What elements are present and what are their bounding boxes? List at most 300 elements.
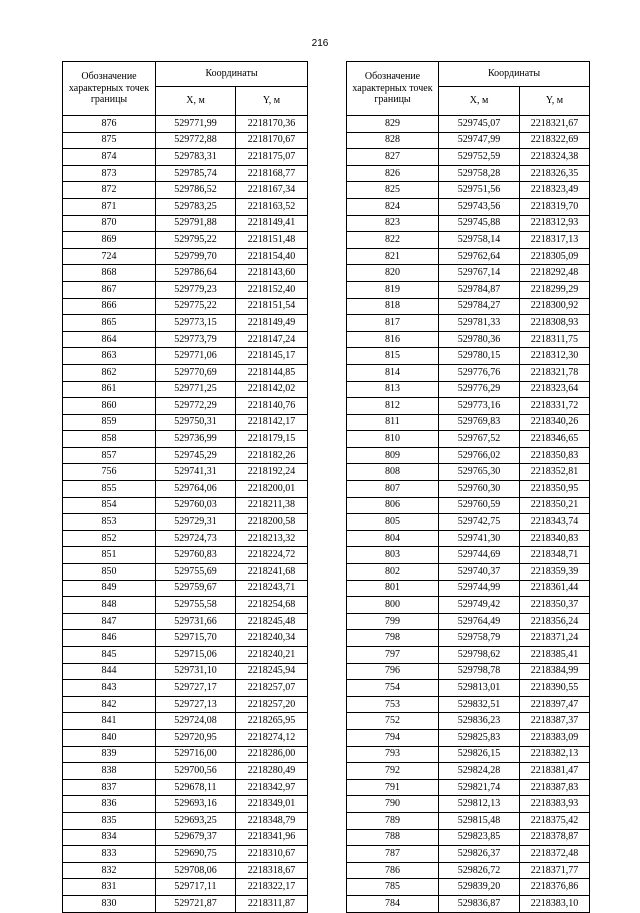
x-coordinate-cell: 529758,79 [439, 630, 520, 647]
y-coordinate-cell: 2218321,78 [520, 364, 590, 381]
x-coordinate-cell: 529759,67 [156, 580, 236, 597]
x-coordinate-cell: 529826,15 [439, 746, 520, 763]
table-row [347, 298, 590, 315]
point-id-cell: 785 [347, 879, 439, 896]
table-row [63, 165, 308, 182]
y-coordinate-cell: 2218213,32 [236, 530, 308, 547]
x-coordinate-cell: 529764,06 [156, 481, 236, 498]
x-coordinate-cell: 529760,83 [156, 547, 236, 564]
y-coordinate-cell: 2218323,49 [520, 182, 590, 199]
table-row [347, 348, 590, 365]
table-row [63, 132, 308, 149]
x-coordinate-cell: 529772,88 [156, 132, 236, 149]
x-coordinate-cell: 529755,69 [156, 564, 236, 581]
x-coordinate-cell: 529771,99 [156, 116, 236, 133]
y-coordinate-cell: 2218243,71 [236, 580, 308, 597]
y-coordinate-cell: 2218240,34 [236, 630, 308, 647]
y-coordinate-cell: 2218375,42 [520, 812, 590, 829]
table-row [63, 647, 308, 664]
point-id-cell: 753 [347, 696, 439, 713]
y-coordinate-cell: 2218300,92 [520, 298, 590, 315]
x-coordinate-cell: 529747,99 [439, 132, 520, 149]
point-id-cell: 859 [63, 414, 156, 431]
table-row [347, 232, 590, 249]
x-coordinate-cell: 529839,20 [439, 879, 520, 896]
y-coordinate-cell: 2218286,00 [236, 746, 308, 763]
x-coordinate-cell: 529764,49 [439, 613, 520, 630]
table-row [63, 613, 308, 630]
point-id-cell: 752 [347, 713, 439, 730]
page-number: 216 [311, 38, 329, 49]
table-row [347, 564, 590, 581]
point-id-cell: 826 [347, 165, 439, 182]
point-id-cell: 851 [63, 547, 156, 564]
y-coordinate-cell: 2218348,71 [520, 547, 590, 564]
y-coordinate-cell: 2218147,24 [236, 331, 308, 348]
y-coordinate-cell: 2218167,34 [236, 182, 308, 199]
y-coordinate-cell: 2218245,48 [236, 613, 308, 630]
point-id-cell: 802 [347, 564, 439, 581]
point-id-cell: 833 [63, 846, 156, 863]
y-coordinate-cell: 2218311,87 [236, 895, 308, 912]
point-id-cell: 790 [347, 796, 439, 813]
point-id-cell: 791 [347, 779, 439, 796]
x-coordinate-cell: 529717,11 [156, 879, 236, 896]
point-id-cell: 869 [63, 232, 156, 249]
y-coordinate-cell: 2218308,93 [520, 315, 590, 332]
point-id-cell: 860 [63, 398, 156, 415]
y-coordinate-cell: 2218378,87 [520, 829, 590, 846]
point-id-cell: 823 [347, 215, 439, 232]
table-row [63, 879, 308, 896]
x-coordinate-cell: 529679,37 [156, 829, 236, 846]
point-id-cell: 811 [347, 414, 439, 431]
table-row [347, 696, 590, 713]
y-coordinate-cell: 2218343,74 [520, 514, 590, 531]
x-coordinate-cell: 529731,10 [156, 663, 236, 680]
x-coordinate-cell: 529798,62 [439, 647, 520, 664]
table-row [63, 580, 308, 597]
table-row [347, 132, 590, 149]
point-id-cell: 865 [63, 315, 156, 332]
point-designation-header: Обозначение характерных точек границы [63, 62, 156, 116]
point-id-cell: 817 [347, 315, 439, 332]
table-row [63, 331, 308, 348]
y-coordinate-cell: 2218385,41 [520, 647, 590, 664]
x-coordinate-cell: 529784,27 [439, 298, 520, 315]
x-coordinate-cell: 529760,03 [156, 497, 236, 514]
y-coordinate-cell: 2218323,64 [520, 381, 590, 398]
point-id-cell: 844 [63, 663, 156, 680]
x-coordinate-cell: 529720,95 [156, 729, 236, 746]
y-coordinate-cell: 2218390,55 [520, 680, 590, 697]
point-id-cell: 806 [347, 497, 439, 514]
table-row [63, 514, 308, 531]
point-id-cell: 845 [63, 647, 156, 664]
point-id-cell: 809 [347, 447, 439, 464]
point-id-cell: 842 [63, 696, 156, 713]
x-coordinate-cell: 529744,99 [439, 580, 520, 597]
coordinates-header: Координаты [439, 62, 590, 87]
x-coordinate-cell: 529776,76 [439, 364, 520, 381]
table-row [63, 564, 308, 581]
point-id-cell: 820 [347, 265, 439, 282]
y-coordinate-cell: 2218292,48 [520, 265, 590, 282]
table-row [63, 464, 308, 481]
table-row [347, 331, 590, 348]
point-id-cell: 800 [347, 597, 439, 614]
table-row [347, 315, 590, 332]
point-id-cell: 858 [63, 431, 156, 448]
x-coordinate-cell: 529769,83 [439, 414, 520, 431]
point-id-cell: 754 [347, 680, 439, 697]
point-id-cell: 841 [63, 713, 156, 730]
y-coordinate-cell: 2218142,17 [236, 414, 308, 431]
point-id-cell: 828 [347, 132, 439, 149]
y-coordinate-cell: 2218318,67 [236, 862, 308, 879]
y-coordinate-cell: 2218143,60 [236, 265, 308, 282]
x-coordinate-cell: 529791,88 [156, 215, 236, 232]
y-coordinate-cell: 2218321,67 [520, 116, 590, 133]
y-coordinate-cell: 2218371,24 [520, 630, 590, 647]
y-coordinate-cell: 2218257,20 [236, 696, 308, 713]
x-coordinate-cell: 529795,22 [156, 232, 236, 249]
table-body-left [63, 116, 308, 913]
x-coordinate-cell: 529771,06 [156, 348, 236, 365]
table-row [63, 530, 308, 547]
table-row [347, 215, 590, 232]
y-coordinate-cell: 2218342,97 [236, 779, 308, 796]
coordinates-header: Координаты [156, 62, 308, 87]
coordinates-table-right [346, 61, 590, 913]
point-id-cell: 814 [347, 364, 439, 381]
table-row [347, 149, 590, 166]
x-coordinate-cell: 529780,15 [439, 348, 520, 365]
table-row [63, 431, 308, 448]
table-row [63, 398, 308, 415]
y-coordinate-cell: 2218324,38 [520, 149, 590, 166]
point-id-cell: 835 [63, 812, 156, 829]
x-coordinate-cell: 529772,29 [156, 398, 236, 415]
x-coordinate-cell: 529765,30 [439, 464, 520, 481]
x-coordinate-cell: 529762,64 [439, 248, 520, 265]
point-id-cell: 849 [63, 580, 156, 597]
y-coordinate-cell: 2218170,67 [236, 132, 308, 149]
point-id-cell: 792 [347, 763, 439, 780]
table-row [63, 829, 308, 846]
table-row [63, 281, 308, 298]
y-coordinate-cell: 2218326,35 [520, 165, 590, 182]
x-coordinate-cell: 529836,87 [439, 895, 520, 912]
y-coordinate-cell: 2218350,95 [520, 481, 590, 498]
y-coordinate-cell: 2218372,48 [520, 846, 590, 863]
x-coordinate-cell: 529823,85 [439, 829, 520, 846]
x-coordinate-cell: 529836,23 [439, 713, 520, 730]
y-coordinate-cell: 2218211,38 [236, 497, 308, 514]
point-id-cell: 862 [63, 364, 156, 381]
y-coordinate-cell: 2218322,69 [520, 132, 590, 149]
table-row [347, 779, 590, 796]
table-row [63, 265, 308, 282]
x-coordinate-cell: 529731,66 [156, 613, 236, 630]
y-header: Y, м [236, 87, 308, 116]
point-id-cell: 796 [347, 663, 439, 680]
point-id-cell: 839 [63, 746, 156, 763]
x-coordinate-cell: 529700,56 [156, 763, 236, 780]
table-row [347, 713, 590, 730]
y-coordinate-cell: 2218383,93 [520, 796, 590, 813]
table-row [347, 248, 590, 265]
y-coordinate-cell: 2218149,41 [236, 215, 308, 232]
point-id-cell: 876 [63, 116, 156, 133]
x-coordinate-cell: 529824,28 [439, 763, 520, 780]
point-designation-header: Обозначение характерных точек границы [347, 62, 439, 116]
table-row [347, 447, 590, 464]
y-coordinate-cell: 2218152,40 [236, 281, 308, 298]
point-id-cell: 848 [63, 597, 156, 614]
y-coordinate-cell: 2218299,29 [520, 281, 590, 298]
x-coordinate-cell: 529690,75 [156, 846, 236, 863]
table-row [347, 547, 590, 564]
table-row [347, 265, 590, 282]
point-id-cell: 847 [63, 613, 156, 630]
table-row [63, 116, 308, 133]
y-coordinate-cell: 2218312,93 [520, 215, 590, 232]
x-coordinate-cell: 529729,31 [156, 514, 236, 531]
y-coordinate-cell: 2218254,68 [236, 597, 308, 614]
point-id-cell: 866 [63, 298, 156, 315]
y-coordinate-cell: 2218200,58 [236, 514, 308, 531]
y-coordinate-cell: 2218350,83 [520, 447, 590, 464]
y-coordinate-cell: 2218381,47 [520, 763, 590, 780]
y-coordinate-cell: 2218280,49 [236, 763, 308, 780]
table-row [347, 597, 590, 614]
y-coordinate-cell: 2218359,39 [520, 564, 590, 581]
table-row [63, 763, 308, 780]
table-row [347, 481, 590, 498]
y-coordinate-cell: 2218168,77 [236, 165, 308, 182]
point-id-cell: 793 [347, 746, 439, 763]
point-id-cell: 827 [347, 149, 439, 166]
point-id-cell: 786 [347, 862, 439, 879]
x-coordinate-cell: 529743,56 [439, 198, 520, 215]
table-row [63, 414, 308, 431]
table-row [63, 198, 308, 215]
point-id-cell: 797 [347, 647, 439, 664]
x-coordinate-cell: 529750,31 [156, 414, 236, 431]
y-coordinate-cell: 2218200,01 [236, 481, 308, 498]
table-row [63, 597, 308, 614]
point-id-cell: 821 [347, 248, 439, 265]
x-coordinate-cell: 529740,37 [439, 564, 520, 581]
x-coordinate-cell: 529798,78 [439, 663, 520, 680]
x-coordinate-cell: 529813,01 [439, 680, 520, 697]
x-coordinate-cell: 529749,42 [439, 597, 520, 614]
x-coordinate-cell: 529745,88 [439, 215, 520, 232]
point-id-cell: 829 [347, 116, 439, 133]
table-row [63, 381, 308, 398]
point-id-cell: 868 [63, 265, 156, 282]
table-row [347, 530, 590, 547]
point-id-cell: 787 [347, 846, 439, 863]
table-row [347, 763, 590, 780]
point-id-cell: 803 [347, 547, 439, 564]
x-coordinate-cell: 529744,69 [439, 547, 520, 564]
x-coordinate-cell: 529821,74 [439, 779, 520, 796]
table-row [347, 680, 590, 697]
point-id-cell: 819 [347, 281, 439, 298]
table-row [347, 846, 590, 863]
x-coordinate-cell: 529786,64 [156, 265, 236, 282]
x-coordinate-cell: 529760,30 [439, 481, 520, 498]
y-coordinate-cell: 2218154,40 [236, 248, 308, 265]
table-row [63, 713, 308, 730]
point-id-cell: 840 [63, 729, 156, 746]
point-id-cell: 864 [63, 331, 156, 348]
point-id-cell: 861 [63, 381, 156, 398]
y-coordinate-cell: 2218397,47 [520, 696, 590, 713]
table-row [63, 248, 308, 265]
y-coordinate-cell: 2218348,79 [236, 812, 308, 829]
y-coordinate-cell: 2218319,70 [520, 198, 590, 215]
point-id-cell: 857 [63, 447, 156, 464]
x-coordinate-cell: 529745,07 [439, 116, 520, 133]
table-row [63, 182, 308, 199]
x-coordinate-cell: 529742,75 [439, 514, 520, 531]
table-row [347, 879, 590, 896]
point-id-cell: 756 [63, 464, 156, 481]
table-row [347, 729, 590, 746]
y-header: Y, м [520, 87, 590, 116]
y-coordinate-cell: 2218350,21 [520, 497, 590, 514]
table-row [63, 779, 308, 796]
table-row [63, 315, 308, 332]
x-coordinate-cell: 529812,13 [439, 796, 520, 813]
table-row [63, 481, 308, 498]
x-coordinate-cell: 529799,70 [156, 248, 236, 265]
table-row [63, 348, 308, 365]
y-coordinate-cell: 2218257,07 [236, 680, 308, 697]
point-id-cell: 863 [63, 348, 156, 365]
point-id-cell: 804 [347, 530, 439, 547]
y-coordinate-cell: 2218383,09 [520, 729, 590, 746]
y-coordinate-cell: 2218179,15 [236, 431, 308, 448]
point-id-cell: 855 [63, 481, 156, 498]
table-row [63, 364, 308, 381]
point-id-cell: 788 [347, 829, 439, 846]
table-row [63, 846, 308, 863]
point-id-cell: 852 [63, 530, 156, 547]
point-id-cell: 784 [347, 895, 439, 912]
point-id-cell: 832 [63, 862, 156, 879]
y-coordinate-cell: 2218346,65 [520, 431, 590, 448]
point-id-cell: 799 [347, 613, 439, 630]
y-coordinate-cell: 2218265,95 [236, 713, 308, 730]
x-coordinate-cell: 529678,11 [156, 779, 236, 796]
x-coordinate-cell: 529826,37 [439, 846, 520, 863]
x-coordinate-cell: 529727,17 [156, 680, 236, 697]
coordinates-table-left [62, 61, 308, 913]
x-coordinate-cell: 529716,00 [156, 746, 236, 763]
table-row [347, 198, 590, 215]
table-row [347, 647, 590, 664]
y-coordinate-cell: 2218170,36 [236, 116, 308, 133]
y-coordinate-cell: 2218361,44 [520, 580, 590, 597]
table-body-right [347, 116, 590, 913]
table-row [63, 696, 308, 713]
point-id-cell: 808 [347, 464, 439, 481]
x-coordinate-cell: 529771,25 [156, 381, 236, 398]
x-coordinate-cell: 529775,22 [156, 298, 236, 315]
x-coordinate-cell: 529745,29 [156, 447, 236, 464]
y-coordinate-cell: 2218142,02 [236, 381, 308, 398]
x-coordinate-cell: 529693,16 [156, 796, 236, 813]
point-id-cell: 838 [63, 763, 156, 780]
point-id-cell: 822 [347, 232, 439, 249]
x-coordinate-cell: 529755,58 [156, 597, 236, 614]
table-row [63, 149, 308, 166]
point-id-cell: 816 [347, 331, 439, 348]
table-row [63, 232, 308, 249]
y-coordinate-cell: 2218341,96 [236, 829, 308, 846]
x-header: X, м [156, 87, 236, 116]
y-coordinate-cell: 2218163,52 [236, 198, 308, 215]
y-coordinate-cell: 2218350,37 [520, 597, 590, 614]
y-coordinate-cell: 2218224,72 [236, 547, 308, 564]
y-coordinate-cell: 2218322,17 [236, 879, 308, 896]
x-coordinate-cell: 529741,30 [439, 530, 520, 547]
table-row [347, 464, 590, 481]
x-coordinate-cell: 529741,31 [156, 464, 236, 481]
point-id-cell: 807 [347, 481, 439, 498]
x-coordinate-cell: 529785,74 [156, 165, 236, 182]
point-id-cell: 873 [63, 165, 156, 182]
point-id-cell: 818 [347, 298, 439, 315]
y-coordinate-cell: 2218151,54 [236, 298, 308, 315]
x-coordinate-cell: 529751,56 [439, 182, 520, 199]
table-row [347, 116, 590, 133]
point-id-cell: 789 [347, 812, 439, 829]
y-coordinate-cell: 2218274,12 [236, 729, 308, 746]
point-id-cell: 872 [63, 182, 156, 199]
point-id-cell: 870 [63, 215, 156, 232]
x-coordinate-cell: 529773,15 [156, 315, 236, 332]
y-coordinate-cell: 2218240,21 [236, 647, 308, 664]
x-coordinate-cell: 529724,73 [156, 530, 236, 547]
x-coordinate-cell: 529779,23 [156, 281, 236, 298]
x-coordinate-cell: 529760,59 [439, 497, 520, 514]
table-row [347, 381, 590, 398]
table-row [347, 829, 590, 846]
point-id-cell: 874 [63, 149, 156, 166]
y-coordinate-cell: 2218310,67 [236, 846, 308, 863]
table-row [63, 729, 308, 746]
x-coordinate-cell: 529758,14 [439, 232, 520, 249]
table-row [63, 630, 308, 647]
point-id-cell: 875 [63, 132, 156, 149]
table-row [347, 580, 590, 597]
point-id-cell: 824 [347, 198, 439, 215]
table-row [63, 447, 308, 464]
x-coordinate-cell: 529784,87 [439, 281, 520, 298]
point-id-cell: 812 [347, 398, 439, 415]
point-id-cell: 830 [63, 895, 156, 912]
table-row [347, 398, 590, 415]
table-row [347, 746, 590, 763]
table-row [347, 895, 590, 912]
point-id-cell: 846 [63, 630, 156, 647]
table-row [347, 281, 590, 298]
